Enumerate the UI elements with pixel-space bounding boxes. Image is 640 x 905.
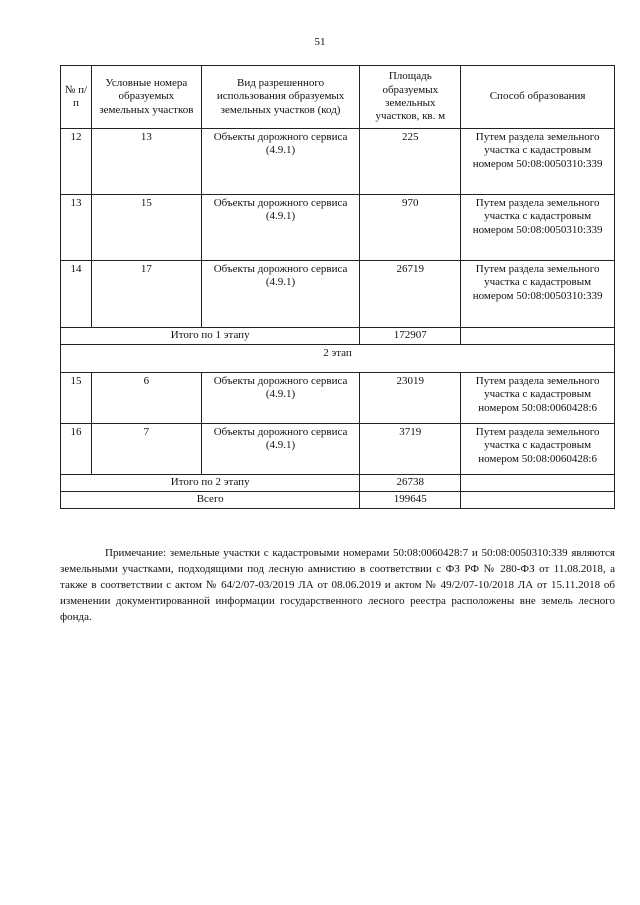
grand-total-label: Всего [61, 492, 360, 509]
table-row [61, 373, 615, 424]
stage1-total-area: 172907 [360, 328, 461, 345]
row-conditional-number: 17 [91, 261, 201, 328]
table-row [61, 195, 615, 261]
table-header-row [61, 66, 615, 129]
grand-total-row [61, 492, 615, 509]
row-formation-method: Путем раздела земельного участка с кадастровым номером 50:08:0050310:339 [461, 261, 615, 328]
row-permitted-use: Объекты дорожного сервиса (4.9.1) [201, 373, 360, 424]
grand-total-area: 199645 [360, 492, 461, 509]
land-plots-table [60, 65, 615, 509]
row-permitted-use: Объекты дорожного сервиса (4.9.1) [201, 129, 360, 195]
row-permitted-use: Объекты дорожного сервиса (4.9.1) [201, 195, 360, 261]
header-permitted-use: Вид разрешенного использования образуемых земельных участков (код) [201, 66, 360, 129]
header-num: № п/п [61, 66, 92, 129]
table-row [61, 129, 615, 195]
row-num: 14 [61, 261, 92, 328]
row-num: 15 [61, 373, 92, 424]
row-permitted-use: Объекты дорожного сервиса (4.9.1) [201, 261, 360, 328]
row-area: 225 [360, 129, 461, 195]
row-num: 12 [61, 129, 92, 195]
header-conditional-number: Условные номера образуемых земельных участков [91, 66, 201, 129]
row-num: 13 [61, 195, 92, 261]
row-formation-method: Путем раздела земельного участка с кадастровым номером 50:08:0060428:6 [461, 373, 615, 424]
row-area: 26719 [360, 261, 461, 328]
row-conditional-number: 6 [91, 373, 201, 424]
row-area: 23019 [360, 373, 461, 424]
note-text: Примечание: земельные участки с кадастровыми номерами 50:08:0060428:7 и 50:08:0050310:339 являются земельными участками, подходящими под лесную амнистию в соответствии с ФЗ РФ № 280-ФЗ от 11.08.2018, а также в соответствии с актом № 64/2/07-03/2019 ЛА от 08.06.2019 и актом № 49/2/07-10/2018 ЛА от 15.11.2018 об изменении документированной информации государственного лесного реестра расположены вне земель лесного фонда. [60, 547, 615, 623]
stage2-total-empty [461, 475, 615, 492]
header-formation-method: Способ образования [461, 66, 615, 129]
header-area: Площадь образуемых земельных участков, кв. м [360, 66, 461, 129]
row-formation-method: Путем раздела земельного участка с кадастровым номером 50:08:0060428:6 [461, 424, 615, 475]
row-conditional-number: 13 [91, 129, 201, 195]
row-permitted-use: Объекты дорожного сервиса (4.9.1) [201, 424, 360, 475]
stage2-total-row [61, 475, 615, 492]
stage1-total-row [61, 328, 615, 345]
page-number: 51 [314, 36, 326, 48]
stage1-total-label: Итого по 1 этапу [61, 328, 360, 345]
row-formation-method: Путем раздела земельного участка с кадастровым номером 50:08:0050310:339 [461, 129, 615, 195]
stage1-total-empty [461, 328, 615, 345]
row-num: 16 [61, 424, 92, 475]
grand-total-empty [461, 492, 615, 509]
footnote [60, 546, 615, 626]
stage2-total-label: Итого по 2 этапу [61, 475, 360, 492]
row-area: 3719 [360, 424, 461, 475]
stage2-total-area: 26738 [360, 475, 461, 492]
table-row [61, 424, 615, 475]
stage2-title: 2 этап [61, 345, 615, 373]
table-row [61, 261, 615, 328]
row-area: 970 [360, 195, 461, 261]
row-formation-method: Путем раздела земельного участка с кадастровым номером 50:08:0050310:339 [461, 195, 615, 261]
stage2-header-row [61, 345, 615, 373]
row-conditional-number: 15 [91, 195, 201, 261]
row-conditional-number: 7 [91, 424, 201, 475]
